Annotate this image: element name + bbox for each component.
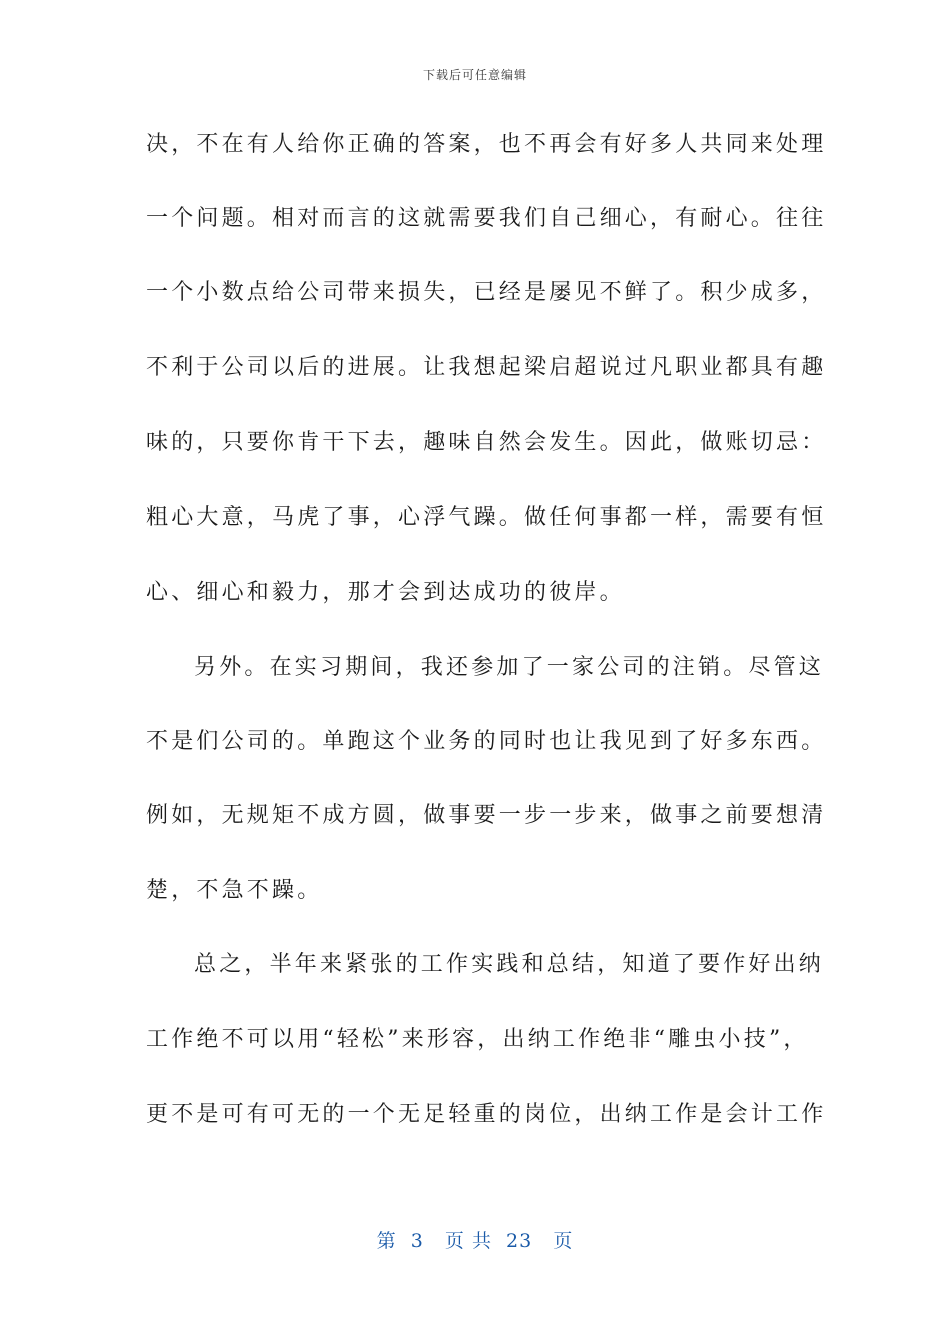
text-line: 心、细心和毅力，那才会到达成功的彼岸。 <box>146 580 625 605</box>
text-line: 例如，无规矩不成方圆，做事要一步一步来，做事之前要想清 <box>146 803 827 828</box>
text-line: 一个问题。相对而言的这就需要我们自己细心，有耐心。往往 <box>146 206 827 231</box>
text-line: 不利于公司以后的进展。让我想起梁启超说过凡职业都具有趣 <box>146 355 827 380</box>
text-line: 工作绝不可以用“轻松”来形容，出纳工作绝非“雕虫小技”， <box>146 1027 809 1052</box>
text-line: 不是们公司的。单跑这个业务的同时也让我见到了好多东西。 <box>146 729 827 754</box>
text-line: 更不是可有可无的一个无足轻重的岗位，出纳工作是会计工作 <box>146 1102 827 1127</box>
paragraph-first-line: 另外。在实习期间，我还参加了一家公司的注销。尽管这 <box>194 655 825 680</box>
text-line: 决，不在有人给你正确的答案，也不再会有好多人共同来处理 <box>146 132 827 157</box>
page-number-footer: 第 3 页 共 23 页 <box>376 1230 574 1252</box>
text-line: 楚，不急不躁。 <box>146 878 323 903</box>
text-line: 粗心大意，马虎了事，心浮气躁。做任何事都一样，需要有恒 <box>146 505 827 530</box>
text-line: 一个小数点给公司带来损失，已经是屡见不鲜了。积少成多， <box>146 280 827 305</box>
page-header: 下载后可任意编辑 <box>422 68 527 82</box>
text-line: 味的，只要你肯干下去，趣味自然会发生。因此，做账切忌： <box>146 430 827 455</box>
paragraph-first-line: 总之，半年来紧张的工作实践和总结，知道了要作好出纳 <box>194 952 825 977</box>
